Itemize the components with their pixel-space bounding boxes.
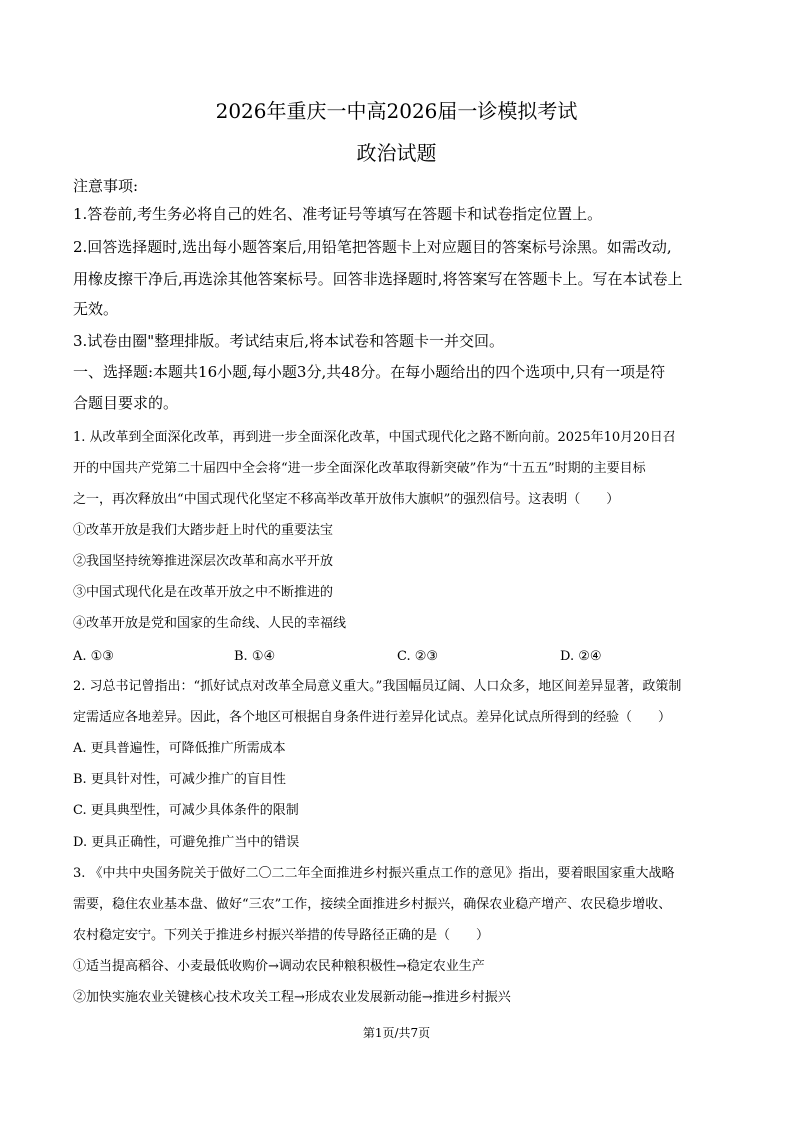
question-3-stem: 农村稳定安宁。下列关于推进乡村振兴举措的传导路径正确的是（ ） xyxy=(73,928,490,943)
question-1-option-a: A. ①③ xyxy=(73,649,114,664)
notes-line: 用橡皮擦干净后,再选涂其他答案标号。回答非选择题时,将答案写在答题卡上。写在本试卷上 xyxy=(73,270,683,288)
question-2-option-b: B. 更具针对性，可减少推广的盲目性 xyxy=(73,772,286,787)
question-3-statement: ①适当提高稻谷、小麦最低收购价→调动农民种粮积极性→稳定农业生产 xyxy=(73,959,485,974)
question-2-option-a: A. 更具普遍性，可降低推广所需成本 xyxy=(73,741,286,756)
question-1-statement: ①改革开放是我们大踏步赶上时代的重要法宝 xyxy=(73,523,334,538)
section-heading: 一、选择题:本题共16小题,每小题3分,共48分。在每小题给出的四个选项中,只有一项是符 xyxy=(73,363,666,381)
question-1-stem: 之一，再次释放出“中国式现代化坚定不移高举改革开放伟大旗帜”的强烈信号。这表明（ ） xyxy=(73,492,620,507)
question-1-stem: 1. 从改革到全面深化改革，再到进一步全面深化改革，中国式现代化之路不断向前。2025年10月20日召 xyxy=(73,430,676,445)
section-heading: 合题目要求的。 xyxy=(73,394,179,412)
notes-line: 2.回答选择题时,选出每小题答案后,用铅笔把答题卡上对应题目的答案标号涂黑。如需改动, xyxy=(73,238,672,256)
question-1-statement: ③中国式现代化是在改革开放之中不断推进的 xyxy=(73,585,334,600)
question-1-option-b: B. ①④ xyxy=(234,649,276,664)
question-3-statement: ②加快实施农业关键核心技术攻关工程→形成农业发展新动能→推进乡村振兴 xyxy=(73,990,511,1005)
question-1-statement: ②我国坚持统筹推进深层次改革和高水平开放 xyxy=(73,554,334,569)
question-3-stem: 3. 《中共中央国务院关于做好二〇二二年全面推进乡村振兴重点工作的意见》指出，要着眼国家重大战略 xyxy=(73,866,675,881)
question-1-option-d: D. ②④ xyxy=(560,649,602,664)
notes-heading: 注意事项: xyxy=(73,177,139,195)
question-2-stem: 2. 习总书记曾指出：“抓好试点对改革全局意义重大。”我国幅员辽阔、人口众多，地区间差异显著，政策制 xyxy=(73,679,682,694)
exam-subject: 政治试题 xyxy=(356,141,437,165)
question-2-option-d: D. 更具正确性，可避免推广当中的错误 xyxy=(73,835,300,850)
question-1-statement: ④改革开放是党和国家的生命线、人民的幸福线 xyxy=(73,616,347,631)
question-1-option-c: C. ②③ xyxy=(397,649,439,664)
question-2-option-c: C. 更具典型性，可减少具体条件的限制 xyxy=(73,803,299,818)
question-1-stem: 开的中国共产党第二十届四中全会将“进一步全面深化改革取得新突破”作为“十五五”时期的主要目标 xyxy=(73,461,646,476)
notes-line: 1.答卷前,考生务必将自己的姓名、准考证号等填写在答题卡和试卷指定位置上。 xyxy=(73,205,603,223)
page-footer: 第1页/共7页 xyxy=(362,1026,431,1040)
question-3-stem: 需要，稳住农业基本盘、做好“三农”工作，接续全面推进乡村振兴，确保农业稳产增产、农民稳步增收、 xyxy=(73,897,672,912)
notes-line: 无效。 xyxy=(73,300,119,318)
notes-line: 3.试卷由圈"整理排版。考试结束后,将本试卷和答题卡一并交回。 xyxy=(73,332,504,350)
question-2-stem: 定需适应各地差异。因此，各个地区可根据自身条件进行差异化试点。差异化试点所得到的经验（ ） xyxy=(73,710,672,725)
exam-title: 2026年重庆一中高2026届一诊模拟考试 xyxy=(215,99,578,123)
